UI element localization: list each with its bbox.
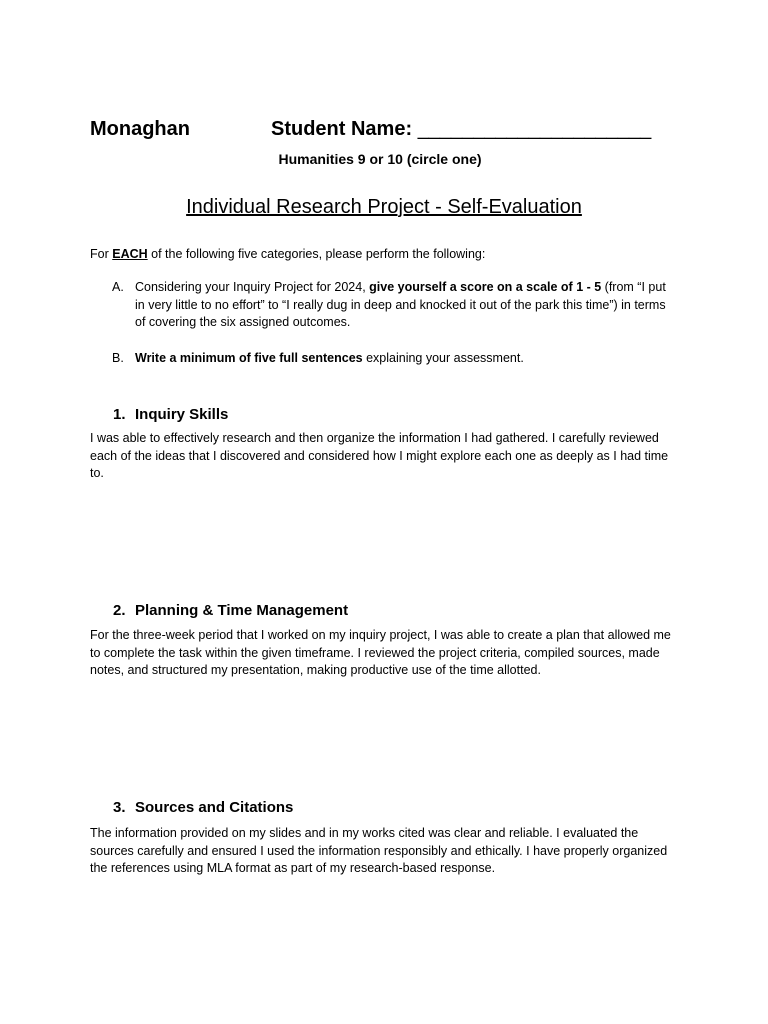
section-heading-sources	[113, 798, 293, 818]
section-heading-planning	[113, 601, 348, 621]
instruction-bold: give yourself a score on a scale of 1 - 5	[369, 280, 602, 294]
instruction-letter: A.	[112, 280, 124, 294]
instruction-bold: Write a minimum of five full sentences	[135, 351, 363, 365]
section-title: Sources and Citations	[135, 799, 294, 816]
section-title: Inquiry Skills	[135, 406, 229, 423]
instruction-a	[112, 279, 677, 332]
student-name-blank: _____________________	[417, 118, 652, 140]
intro-prefix: For	[90, 247, 113, 261]
section-response-sources: The information provided on my slides and in my works cited was clear and reliable. I evaluated the sources carefully and ensured I used the information responsibly and ethically. I have properly organized the references using MLA format as part of my research-based response.	[90, 826, 668, 875]
instruction-body	[135, 279, 677, 332]
teacher-name: Monaghan	[90, 118, 190, 140]
document-title: Individual Research Project - Self-Evaluation	[186, 196, 582, 218]
student-name-line	[271, 116, 651, 142]
instruction-after: (from “I put in very little to no effort” to “I really dug in deep and knocked it out of the park this time”) in terms of covering the six assigned outcomes.	[135, 280, 666, 329]
section-number: 1.	[113, 406, 126, 423]
section-number: 2.	[113, 602, 126, 619]
section-response-inquiry-skills: I was able to effectively research and then organize the information I had gathered. I carefully reviewed each of the ideas that I discovered and considered how I might explore each one as deeply as I had time to.	[90, 431, 669, 480]
instruction-b	[112, 350, 677, 368]
student-name-label: Student Name:	[271, 118, 413, 140]
section-title: Planning & Time Management	[135, 602, 349, 619]
instruction-body	[135, 350, 677, 368]
intro-text	[90, 246, 485, 263]
section-response-planning: For the three-week period that I worked on my inquiry project, I was able to create a plan that allowed me to complete the task within the given timeframe. I reviewed the project criteria, compiled sources, made notes, and structured my presentation, making productive use of the time allotted.	[90, 628, 671, 677]
section-number: 3.	[113, 799, 126, 816]
instruction-after: explaining your assessment.	[362, 351, 524, 365]
course-line: Humanities 9 or 10 (circle one)	[278, 151, 482, 167]
instruction-before: Considering your Inquiry Project for 2024,	[135, 280, 370, 294]
intro-suffix: of the following five categories, please perform the following:	[147, 247, 486, 261]
section-heading-inquiry-skills	[113, 405, 228, 425]
intro-emphasis: EACH	[112, 247, 148, 261]
instruction-letter: B.	[112, 351, 124, 365]
